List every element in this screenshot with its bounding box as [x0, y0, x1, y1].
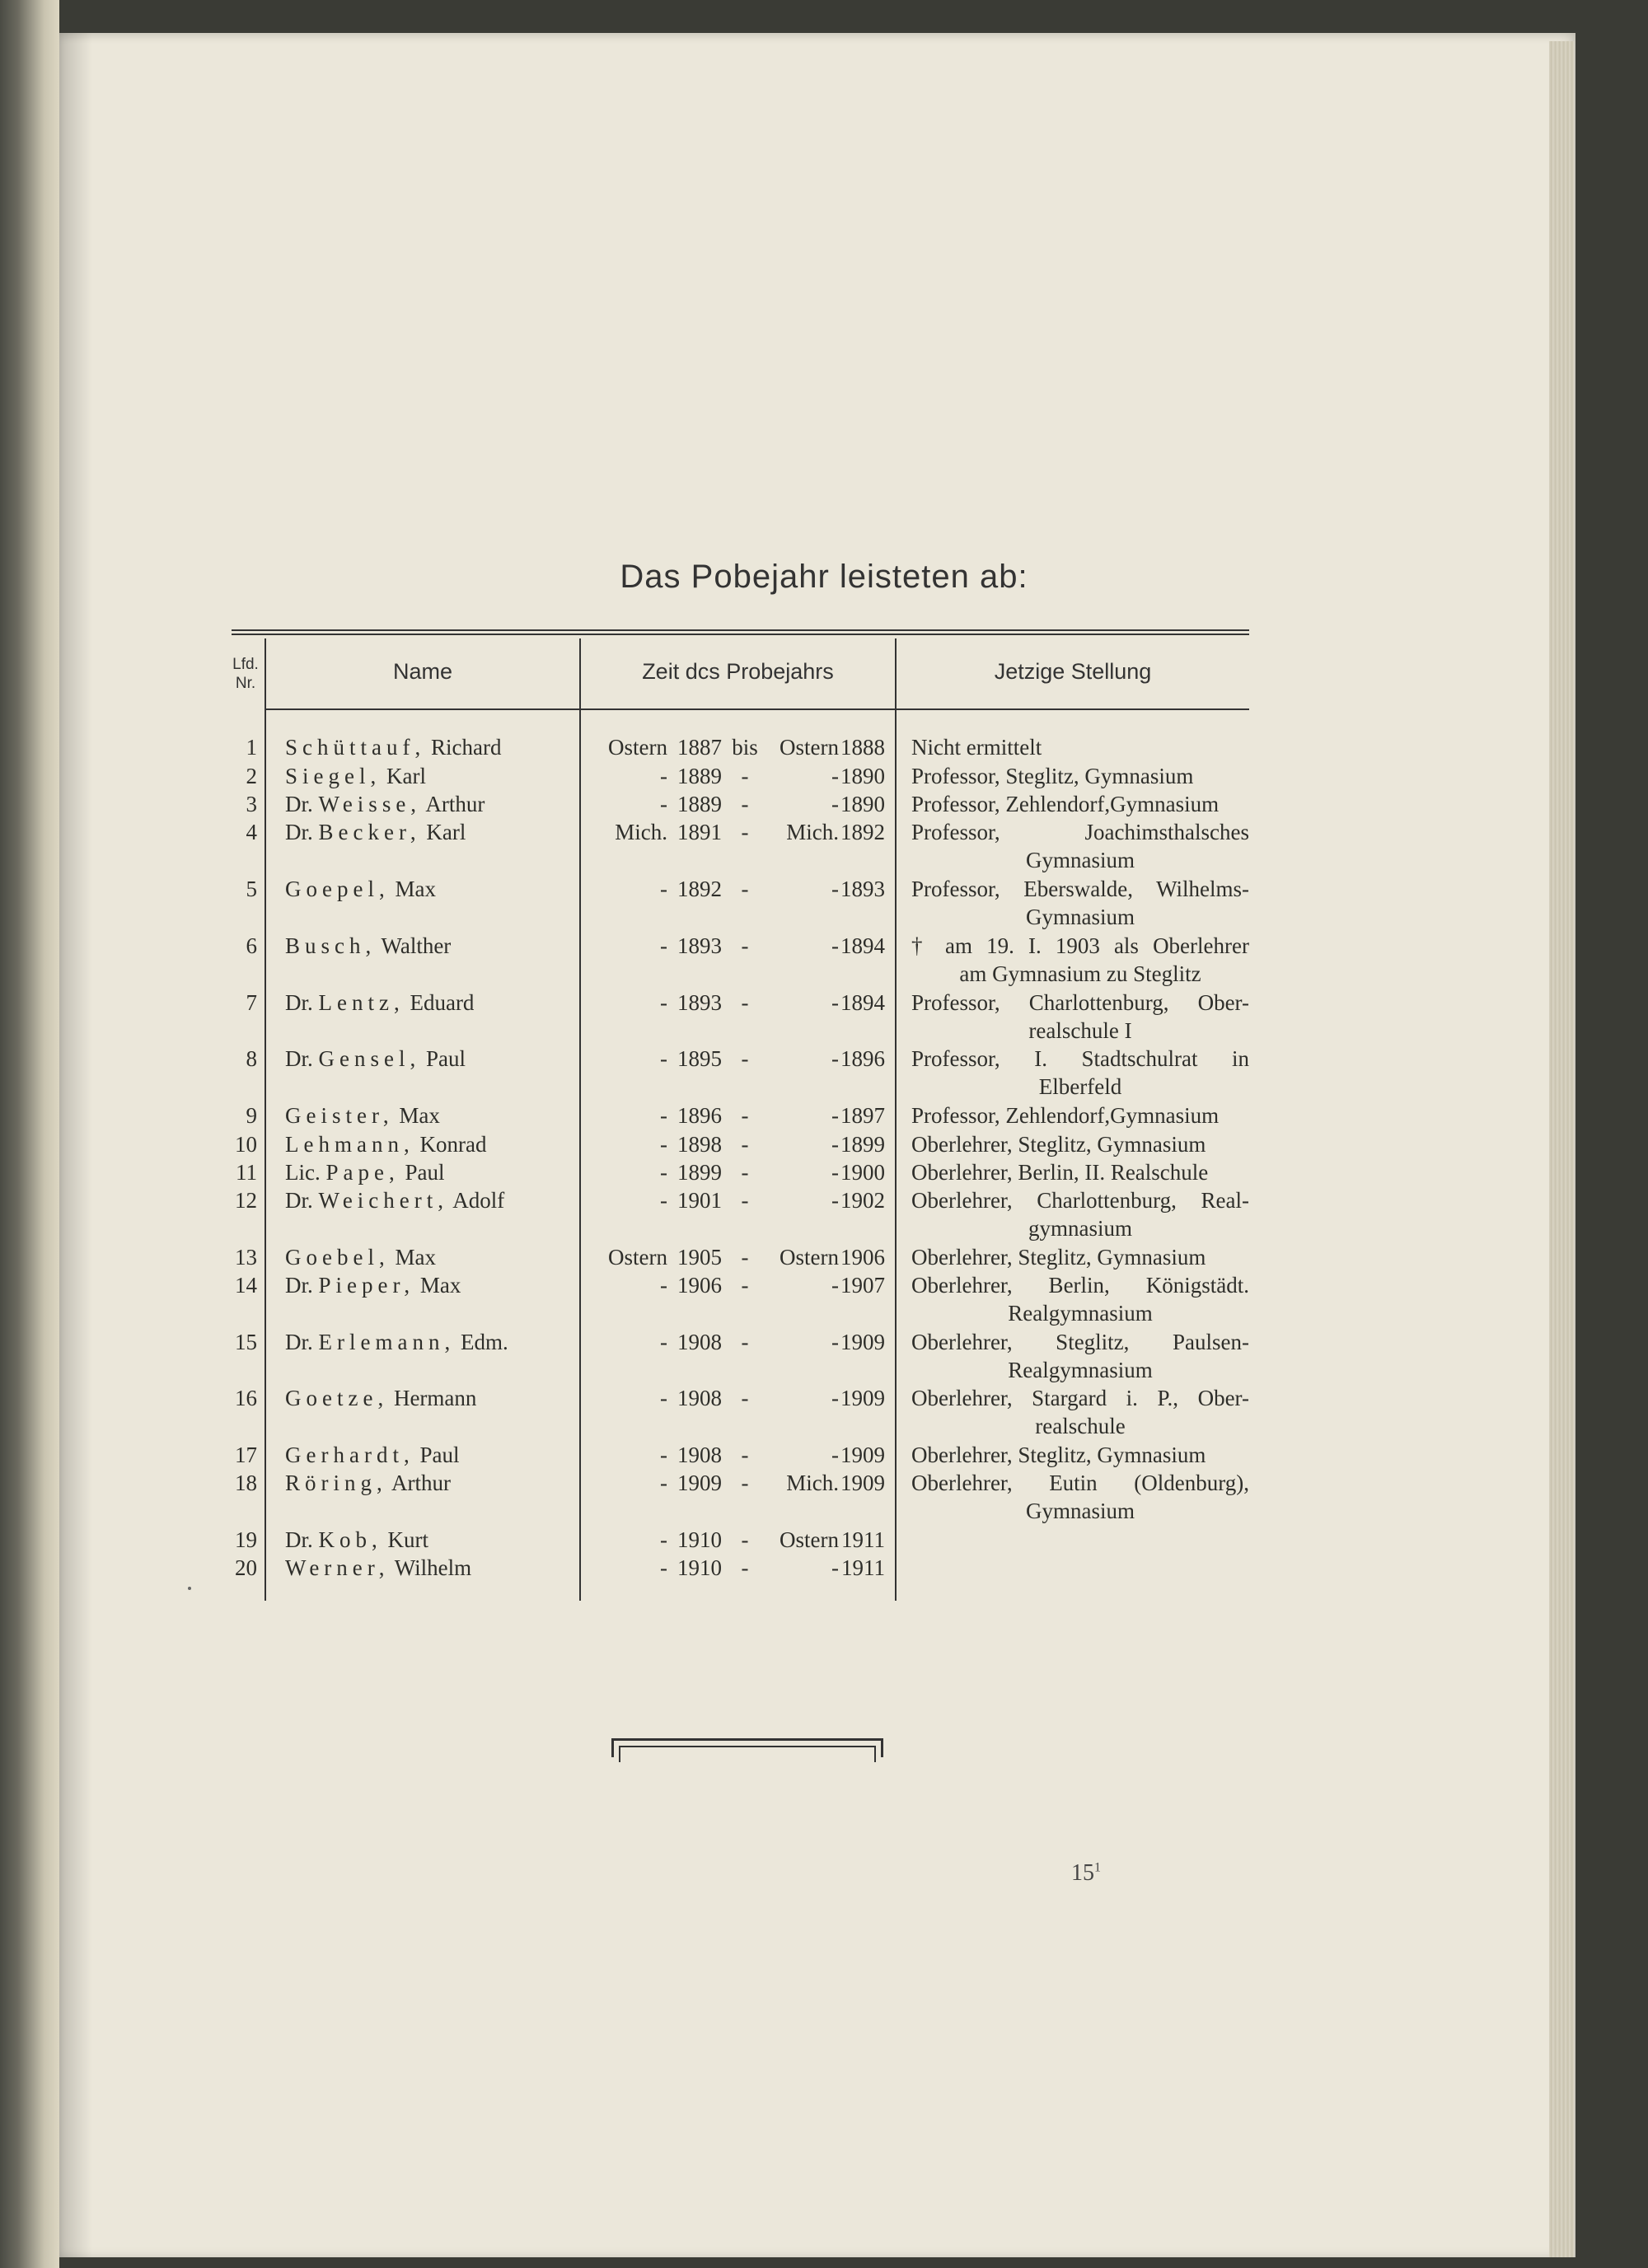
row-start-year: 1896 [677, 1103, 722, 1128]
row-position-continued: Gymnasium [1026, 848, 1135, 872]
row-number: 12 [235, 1188, 257, 1213]
row-position: Professor, I. Stadtschulrat in [911, 1046, 1249, 1071]
row-start-year: 1909 [677, 1471, 722, 1495]
row-surname: Goepel, [285, 877, 390, 901]
row-surname: Röring, [285, 1471, 387, 1495]
table-row [0, 1328, 1648, 1384]
row-name [285, 989, 474, 1017]
row-end-term: - [831, 1386, 839, 1410]
row-position-continued: Gymnasium [1026, 1499, 1135, 1523]
row-given-name: Paul [405, 1160, 445, 1185]
row-surname: Kob, [318, 1527, 382, 1552]
header-lfd-nr [227, 655, 264, 693]
row-start-term: - [660, 1330, 667, 1354]
page-title: Das Pobejahr leisteten ab: [620, 559, 1028, 595]
row-number: 20 [235, 1555, 257, 1580]
row-number: 16 [235, 1386, 257, 1410]
row-number: 3 [246, 792, 257, 816]
row-start-year: 1895 [677, 1046, 722, 1071]
row-number: 2 [246, 764, 257, 788]
row-end-year: 1911 [841, 1555, 885, 1580]
row-given-name: Paul [425, 1046, 466, 1071]
header-lfd-line2: Nr. [235, 675, 256, 692]
row-given-name: Wilhelm [394, 1555, 472, 1580]
row-start-term: Mich. [615, 820, 667, 844]
row-separator: - [741, 1245, 749, 1270]
row-given-name: Eduard [410, 990, 475, 1015]
row-position: Oberlehrer, Steglitz, Gymnasium [911, 1132, 1206, 1157]
row-separator: - [741, 877, 749, 901]
row-separator: - [741, 1527, 749, 1552]
row-end-year: 1888 [840, 735, 885, 760]
row-start-year: 1899 [677, 1160, 722, 1185]
row-start-term: Ostern [608, 735, 667, 760]
row-name-prefix: Dr. [285, 1188, 313, 1213]
row-start-term: Ostern [608, 1245, 667, 1270]
row-surname: Schüttauf, [285, 735, 426, 760]
row-end-term: - [831, 764, 839, 788]
row-start-term: - [660, 1273, 667, 1298]
row-separator: - [741, 1103, 749, 1128]
row-name [285, 733, 501, 761]
row-surname: Goetze, [285, 1386, 389, 1410]
row-given-name: Max [419, 1273, 461, 1298]
row-number: 19 [235, 1527, 257, 1552]
row-name [285, 1441, 459, 1469]
row-end-year: 1909 [840, 1443, 885, 1467]
row-number: 11 [236, 1160, 257, 1185]
row-end-term: Ostern [780, 1527, 839, 1552]
row-surname: Gerhardt, [285, 1443, 414, 1467]
row-end-term: - [831, 1443, 839, 1467]
row-position-continued: realschule [1035, 1414, 1126, 1438]
row-position: Oberlehrer, Steglitz, Paulsen- [911, 1330, 1249, 1354]
table-header-rule [266, 708, 1249, 710]
row-name-prefix: Dr. [285, 1273, 313, 1298]
table-row [0, 1554, 1648, 1610]
row-position-continued: Gymnasium [1026, 905, 1135, 929]
row-surname: Geister, [285, 1103, 394, 1128]
scan-speck [188, 1587, 191, 1590]
table-row [0, 1271, 1648, 1327]
row-given-name: Arthur [425, 792, 485, 816]
row-end-year: 1897 [840, 1103, 885, 1128]
row-separator: - [741, 1188, 749, 1213]
row-end-year: 1909 [840, 1471, 885, 1495]
row-end-term: - [831, 1555, 839, 1580]
row-end-term: Mich. [786, 820, 839, 844]
row-start-year: 1908 [677, 1443, 722, 1467]
row-end-term: Ostern [780, 1245, 839, 1270]
row-given-name: Adolf [452, 1188, 505, 1213]
row-start-year: 1905 [677, 1245, 722, 1270]
row-surname: Weichert, [318, 1188, 449, 1213]
row-given-name: Arthur [391, 1471, 452, 1495]
row-name [285, 1186, 504, 1214]
row-position: Oberlehrer, Stargard i. P., Ober- [911, 1386, 1249, 1410]
row-position: Oberlehrer, Steglitz, Gymnasium [911, 1245, 1206, 1270]
row-name-prefix: Dr. [285, 1046, 313, 1071]
row-name [285, 1045, 466, 1073]
row-start-year: 1910 [677, 1555, 722, 1580]
row-end-year: 1909 [840, 1386, 885, 1410]
row-end-year: 1893 [840, 877, 885, 901]
row-given-name: Max [395, 877, 436, 901]
row-start-term: - [660, 1046, 667, 1071]
row-surname: Lehmann, [285, 1132, 414, 1157]
row-number: 4 [246, 820, 257, 844]
row-given-name: Edm. [460, 1330, 508, 1354]
row-end-term: - [831, 1046, 839, 1071]
row-start-term: - [660, 1188, 667, 1213]
row-start-term: - [660, 1386, 667, 1410]
row-position: Oberlehrer, Berlin, Königstädt. [911, 1273, 1249, 1298]
row-position: Professor, Charlottenburg, Ober- [911, 990, 1249, 1015]
row-end-year: 1892 [840, 820, 885, 844]
row-end-year: 1906 [840, 1245, 885, 1270]
row-surname: Busch, [285, 933, 377, 958]
row-separator: - [741, 764, 749, 788]
row-given-name: Konrad [419, 1132, 487, 1157]
row-end-year: 1894 [840, 933, 885, 958]
row-separator: - [741, 1471, 749, 1495]
row-number: 17 [235, 1443, 257, 1467]
row-separator: bis [732, 735, 758, 760]
row-end-term: - [831, 792, 839, 816]
table-row [0, 932, 1648, 988]
page-number [1071, 1860, 1101, 1887]
row-end-year: 1911 [841, 1527, 885, 1552]
row-separator: - [741, 933, 749, 958]
row-end-year: 1890 [840, 764, 885, 788]
row-start-year: 1891 [677, 820, 722, 844]
row-end-term: - [831, 1160, 839, 1185]
row-start-year: 1893 [677, 990, 722, 1015]
row-start-term: - [660, 1132, 667, 1157]
row-end-year: 1907 [840, 1273, 885, 1298]
row-given-name: Walther [381, 933, 452, 958]
row-name [285, 1101, 440, 1129]
row-name-prefix: Dr. [285, 820, 313, 844]
row-surname: Gensel, [318, 1046, 421, 1071]
header-lfd-line1: Lfd. [232, 656, 259, 673]
row-position: Oberlehrer, Eutin (Oldenburg), [911, 1471, 1249, 1495]
row-start-term: - [660, 1527, 667, 1552]
row-separator: - [741, 792, 749, 816]
row-position: Oberlehrer, Steglitz, Gymnasium [911, 1443, 1206, 1467]
row-end-year: 1900 [840, 1160, 885, 1185]
row-surname: Werner, [285, 1555, 390, 1580]
header-zeit: Zeit dcs Probejahrs [642, 659, 834, 684]
row-start-year: 1893 [677, 933, 722, 958]
table-row [0, 1045, 1648, 1101]
table-top-rule-1 [232, 629, 1249, 631]
row-given-name: Karl [386, 764, 426, 788]
row-name [285, 1328, 508, 1356]
row-position: Professor, Joachimsthalsches [911, 820, 1249, 844]
row-name-prefix: Lic. [285, 1160, 321, 1185]
row-given-name: Richard [430, 735, 502, 760]
table-row [0, 1469, 1648, 1525]
row-end-term: - [831, 933, 839, 958]
row-name [285, 1158, 444, 1186]
row-start-year: 1910 [677, 1527, 722, 1552]
row-start-year: 1892 [677, 877, 722, 901]
row-position-continued: Realgymnasium [1008, 1358, 1153, 1382]
row-start-year: 1887 [677, 735, 722, 760]
page-number-sup: 1 [1094, 1860, 1101, 1875]
row-separator: - [741, 1132, 749, 1157]
row-number: 7 [246, 990, 257, 1015]
row-separator: - [741, 1273, 749, 1298]
row-start-term: - [660, 933, 667, 958]
row-number: 1 [246, 735, 257, 760]
table-row [0, 1186, 1648, 1242]
row-name [285, 818, 466, 846]
row-end-term: - [831, 877, 839, 901]
table-row [0, 818, 1648, 874]
row-name [285, 790, 485, 818]
row-surname: Goebel, [285, 1245, 390, 1270]
row-number: 10 [235, 1132, 257, 1157]
row-position: Professor, Zehlendorf,Gymnasium [911, 792, 1220, 816]
row-given-name: Paul [419, 1443, 460, 1467]
row-end-year: 1902 [840, 1188, 885, 1213]
header-stellung: Jetzige Stellung [994, 659, 1152, 684]
row-separator: - [741, 1046, 749, 1071]
row-position-continued: realschule I [1028, 1018, 1132, 1043]
row-surname: Erlemann, [318, 1330, 456, 1354]
row-end-term: - [831, 1273, 839, 1298]
row-name [285, 1243, 436, 1271]
row-end-term: - [831, 1188, 839, 1213]
row-surname: Siegel, [285, 764, 382, 788]
row-start-term: - [660, 877, 667, 901]
row-separator: - [741, 1160, 749, 1185]
row-position: Professor, Zehlendorf,Gymnasium [911, 1103, 1220, 1128]
row-name [285, 875, 436, 903]
row-name [285, 1526, 428, 1554]
row-end-year: 1909 [840, 1330, 885, 1354]
row-start-year: 1908 [677, 1386, 722, 1410]
closing-ornament [611, 1738, 883, 1757]
row-number: 13 [235, 1245, 257, 1270]
row-name-prefix: Dr. [285, 792, 313, 816]
row-given-name: Karl [426, 820, 466, 844]
row-end-year: 1890 [840, 792, 885, 816]
header-name: Name [392, 659, 453, 684]
row-separator: - [741, 1555, 749, 1580]
row-start-term: - [660, 764, 667, 788]
row-given-name: Kurt [387, 1527, 428, 1552]
row-name [285, 932, 451, 960]
row-name [285, 1271, 461, 1299]
row-number: 5 [246, 877, 257, 901]
row-end-term: - [831, 1330, 839, 1354]
row-surname: Weisse, [318, 792, 422, 816]
row-number: 8 [246, 1046, 257, 1071]
row-name-prefix: Dr. [285, 1330, 313, 1354]
row-start-term: - [660, 1471, 667, 1495]
row-start-year: 1906 [677, 1273, 722, 1298]
row-start-term: - [660, 1160, 667, 1185]
row-end-term: Mich. [786, 1471, 839, 1495]
row-position: Oberlehrer, Charlottenburg, Real- [911, 1188, 1249, 1213]
row-position: Professor, Steglitz, Gymnasium [911, 764, 1194, 788]
row-name [285, 1554, 471, 1582]
row-start-term: - [660, 792, 667, 816]
row-surname: Pape, [325, 1160, 400, 1185]
table-top-rule-2 [232, 634, 1249, 635]
row-separator: - [741, 1330, 749, 1354]
row-position: † am 19. I. 1903 als Oberlehrer [911, 933, 1249, 958]
row-position: Nicht ermittelt [911, 735, 1042, 760]
table-row [0, 875, 1648, 931]
row-number: 9 [246, 1103, 257, 1128]
row-name-prefix: Dr. [285, 990, 313, 1015]
row-end-term: - [831, 990, 839, 1015]
row-name [285, 1384, 476, 1412]
row-surname: Lentz, [318, 990, 405, 1015]
row-start-term: - [660, 1443, 667, 1467]
table-row [0, 1384, 1648, 1440]
row-position-continued: gymnasium [1028, 1216, 1132, 1241]
row-separator: - [741, 1386, 749, 1410]
row-number: 15 [235, 1330, 257, 1354]
row-number: 6 [246, 933, 257, 958]
row-separator: - [741, 1443, 749, 1467]
row-start-year: 1889 [677, 764, 722, 788]
row-end-year: 1899 [840, 1132, 885, 1157]
row-given-name: Hermann [393, 1386, 477, 1410]
row-end-term: - [831, 1103, 839, 1128]
row-name [285, 1130, 486, 1158]
row-separator: - [741, 990, 749, 1015]
row-name [285, 762, 426, 790]
row-given-name: Max [395, 1245, 436, 1270]
row-start-term: - [660, 1555, 667, 1580]
row-start-term: - [660, 990, 667, 1015]
row-given-name: Max [399, 1103, 440, 1128]
row-number: 14 [235, 1273, 257, 1298]
row-position-continued: Realgymnasium [1008, 1301, 1153, 1326]
row-surname: Becker, [318, 820, 421, 844]
row-start-year: 1901 [677, 1188, 722, 1213]
row-position: Oberlehrer, Berlin, II. Realschule [911, 1160, 1209, 1185]
row-end-year: 1896 [840, 1046, 885, 1071]
row-name [285, 1469, 451, 1497]
row-start-year: 1889 [677, 792, 722, 816]
row-end-term: - [831, 1132, 839, 1157]
row-start-year: 1898 [677, 1132, 722, 1157]
row-surname: Pieper, [318, 1273, 415, 1298]
row-start-year: 1908 [677, 1330, 722, 1354]
row-position-continued: am Gymnasium zu Steglitz [959, 961, 1201, 986]
row-number: 18 [235, 1471, 257, 1495]
table-row [0, 989, 1648, 1045]
row-position: Professor, Eberswalde, Wilhelms- [911, 877, 1249, 901]
page-number-value: 15 [1071, 1860, 1094, 1886]
row-end-term: Ostern [780, 735, 839, 760]
row-end-year: 1894 [840, 990, 885, 1015]
row-name-prefix: Dr. [285, 1527, 313, 1552]
row-separator: - [741, 820, 749, 844]
row-start-term: - [660, 1103, 667, 1128]
row-position-continued: Elberfeld [1038, 1074, 1122, 1099]
